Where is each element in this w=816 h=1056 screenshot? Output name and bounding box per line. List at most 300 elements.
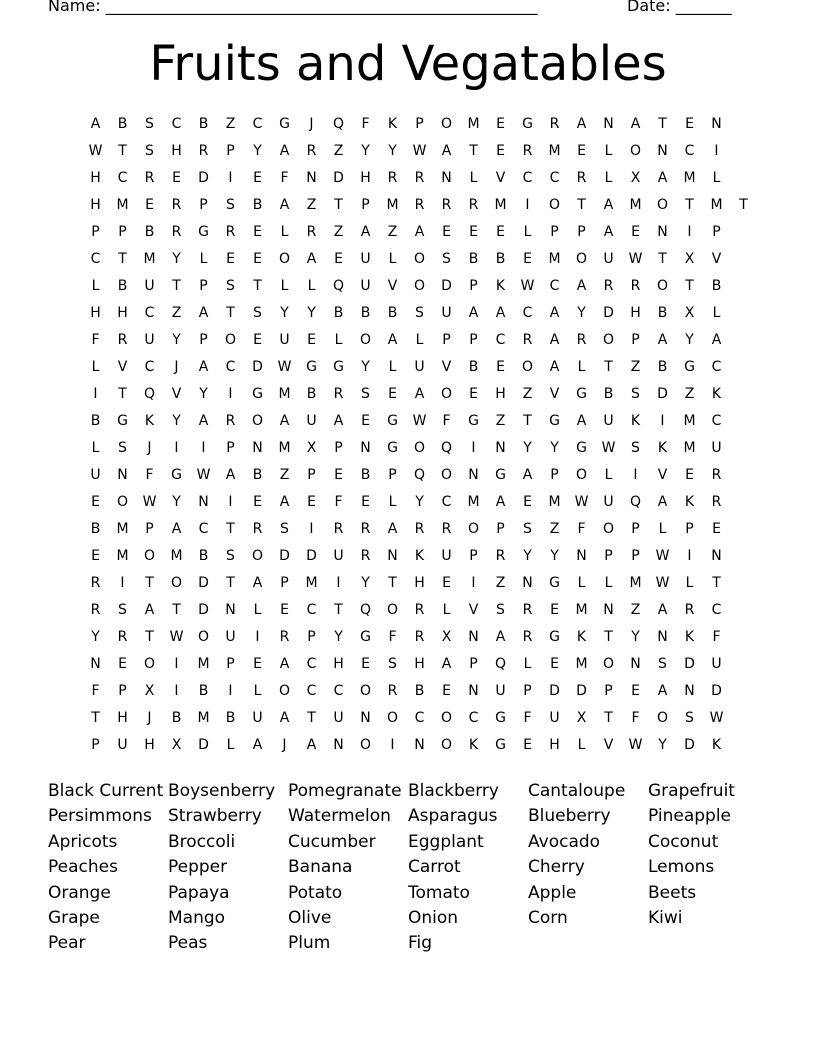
grid-cell[interactable]: B xyxy=(468,251,479,267)
grid-cell[interactable]: Y xyxy=(172,332,181,348)
grid-cell[interactable]: U xyxy=(414,359,425,375)
grid-cell[interactable]: S xyxy=(226,548,235,564)
grid-cell[interactable]: E xyxy=(253,332,262,348)
grid-cell[interactable]: I xyxy=(687,548,692,564)
grid-cell[interactable]: E xyxy=(361,656,370,672)
grid-cell[interactable]: P xyxy=(91,737,100,753)
grid-cell[interactable]: O xyxy=(116,494,129,510)
grid-cell[interactable]: E xyxy=(361,494,370,510)
grid-cell[interactable]: V xyxy=(711,251,722,267)
grid-cell[interactable]: E xyxy=(685,116,694,132)
grid-cell[interactable]: Y xyxy=(415,494,424,510)
grid-cell[interactable]: W xyxy=(169,629,184,645)
grid-cell[interactable]: B xyxy=(333,305,344,321)
grid-cell[interactable]: U xyxy=(711,656,722,672)
grid-cell[interactable]: Q xyxy=(359,602,372,618)
grid-cell[interactable]: Y xyxy=(91,629,100,645)
grid-cell[interactable]: A xyxy=(306,737,317,753)
grid-cell[interactable]: Y xyxy=(172,413,181,429)
grid-cell[interactable]: T xyxy=(145,629,154,645)
grid-cell[interactable]: C xyxy=(522,305,533,321)
grid-cell[interactable]: R xyxy=(387,683,398,699)
grid-cell[interactable]: A xyxy=(441,656,452,672)
grid-cell[interactable]: P xyxy=(307,629,316,645)
grid-cell[interactable]: O xyxy=(143,656,156,672)
grid-cell[interactable]: W xyxy=(709,710,724,726)
grid-cell[interactable]: Q xyxy=(332,278,345,294)
grid-cell[interactable]: E xyxy=(307,494,316,510)
grid-cell[interactable]: P xyxy=(523,683,532,699)
grid-cell[interactable]: P xyxy=(469,656,478,672)
grid-cell[interactable]: R xyxy=(360,521,371,537)
grid-cell[interactable]: P xyxy=(118,683,127,699)
grid-cell[interactable]: N xyxy=(576,548,587,564)
grid-cell[interactable]: H xyxy=(117,305,128,321)
grid-cell[interactable]: B xyxy=(711,278,722,294)
grid-cell[interactable]: R xyxy=(414,170,425,186)
grid-cell[interactable]: E xyxy=(91,494,100,510)
grid-cell[interactable]: T xyxy=(712,575,721,591)
grid-cell[interactable]: I xyxy=(174,656,179,672)
grid-cell[interactable]: U xyxy=(441,548,452,564)
grid-cell[interactable]: X xyxy=(144,683,155,699)
grid-cell[interactable]: O xyxy=(386,710,399,726)
grid-cell[interactable]: E xyxy=(631,683,640,699)
grid-cell[interactable]: P xyxy=(145,521,154,537)
grid-cell[interactable]: P xyxy=(442,332,451,348)
grid-cell[interactable]: T xyxy=(226,575,235,591)
grid-cell[interactable]: L xyxy=(469,170,478,186)
grid-cell[interactable]: P xyxy=(496,521,505,537)
grid-cell[interactable]: P xyxy=(469,548,478,564)
grid-cell[interactable]: N xyxy=(468,467,479,483)
grid-cell[interactable]: E xyxy=(550,602,559,618)
grid-cell[interactable]: U xyxy=(306,413,317,429)
grid-cell[interactable]: L xyxy=(415,332,424,348)
grid-cell[interactable]: A xyxy=(144,602,155,618)
grid-cell[interactable]: P xyxy=(415,116,424,132)
grid-cell[interactable]: D xyxy=(252,359,263,375)
grid-cell[interactable]: C xyxy=(522,170,533,186)
grid-cell[interactable]: X xyxy=(306,440,317,456)
grid-cell[interactable]: T xyxy=(226,521,235,537)
grid-cell[interactable]: O xyxy=(170,575,183,591)
grid-cell[interactable]: R xyxy=(306,143,317,159)
grid-cell[interactable]: T xyxy=(685,278,694,294)
grid-cell[interactable]: E xyxy=(577,143,586,159)
grid-cell[interactable]: G xyxy=(117,413,128,429)
grid-cell[interactable]: T xyxy=(118,386,127,402)
grid-cell[interactable]: E xyxy=(442,683,451,699)
grid-cell[interactable]: Z xyxy=(630,359,641,375)
grid-cell[interactable]: U xyxy=(144,332,155,348)
grid-cell[interactable]: Y xyxy=(361,575,370,591)
grid-cell[interactable]: M xyxy=(116,197,129,213)
grid-cell[interactable]: I xyxy=(93,386,98,402)
grid-cell[interactable]: E xyxy=(253,251,262,267)
grid-cell[interactable]: E xyxy=(307,332,316,348)
grid-cell[interactable]: H xyxy=(171,143,182,159)
grid-cell[interactable]: P xyxy=(118,224,127,240)
grid-cell[interactable]: Y xyxy=(253,143,262,159)
grid-cell[interactable]: D xyxy=(198,170,209,186)
grid-cell[interactable]: T xyxy=(253,278,262,294)
grid-cell[interactable]: I xyxy=(471,440,476,456)
grid-cell[interactable]: L xyxy=(577,575,586,591)
grid-cell[interactable]: N xyxy=(657,143,668,159)
grid-cell[interactable]: C xyxy=(117,170,128,186)
grid-cell[interactable]: P xyxy=(226,656,235,672)
grid-cell[interactable]: O xyxy=(413,278,426,294)
grid-cell[interactable]: P xyxy=(685,521,694,537)
grid-cell[interactable]: E xyxy=(253,656,262,672)
grid-cell[interactable]: M xyxy=(683,440,696,456)
grid-cell[interactable]: M xyxy=(197,710,210,726)
grid-cell[interactable]: A xyxy=(603,197,614,213)
grid-cell[interactable]: L xyxy=(604,467,613,483)
grid-cell[interactable]: U xyxy=(117,737,128,753)
grid-cell[interactable]: P xyxy=(631,548,640,564)
grid-cell[interactable]: W xyxy=(628,737,643,753)
grid-cell[interactable]: W xyxy=(628,251,643,267)
grid-cell[interactable]: I xyxy=(174,440,179,456)
grid-cell[interactable]: R xyxy=(441,521,452,537)
grid-cell[interactable]: F xyxy=(91,332,100,348)
grid-cell[interactable]: R xyxy=(576,170,587,186)
grid-cell[interactable]: B xyxy=(225,710,236,726)
grid-cell[interactable]: R xyxy=(414,521,425,537)
grid-cell[interactable]: R xyxy=(279,629,290,645)
grid-cell[interactable]: M xyxy=(494,197,507,213)
grid-cell[interactable]: G xyxy=(549,413,560,429)
grid-cell[interactable]: A xyxy=(387,332,398,348)
grid-cell[interactable]: B xyxy=(90,413,101,429)
grid-cell[interactable]: Y xyxy=(172,494,181,510)
grid-cell[interactable]: U xyxy=(252,710,263,726)
grid-cell[interactable]: P xyxy=(199,278,208,294)
grid-cell[interactable]: L xyxy=(604,143,613,159)
grid-cell[interactable]: U xyxy=(603,494,614,510)
grid-cell[interactable]: A xyxy=(441,143,452,159)
grid-cell[interactable]: O xyxy=(575,251,588,267)
grid-cell[interactable]: T xyxy=(91,710,100,726)
grid-cell[interactable]: W xyxy=(196,467,211,483)
grid-cell[interactable]: E xyxy=(172,170,181,186)
grid-cell[interactable]: D xyxy=(198,575,209,591)
grid-cell[interactable]: U xyxy=(360,278,371,294)
grid-cell[interactable]: C xyxy=(90,251,101,267)
grid-cell[interactable]: S xyxy=(253,305,262,321)
grid-cell[interactable]: V xyxy=(549,386,560,402)
grid-cell[interactable]: A xyxy=(279,413,290,429)
grid-cell[interactable]: R xyxy=(441,197,452,213)
grid-cell[interactable]: M xyxy=(197,656,210,672)
grid-cell[interactable]: L xyxy=(253,602,262,618)
grid-cell[interactable]: M xyxy=(467,116,480,132)
grid-cell[interactable]: W xyxy=(142,494,157,510)
grid-cell[interactable]: P xyxy=(226,440,235,456)
grid-cell[interactable]: N xyxy=(387,548,398,564)
grid-cell[interactable]: A xyxy=(657,332,668,348)
grid-cell[interactable]: K xyxy=(711,737,722,753)
grid-cell[interactable]: N xyxy=(468,629,479,645)
grid-cell[interactable]: Y xyxy=(685,332,694,348)
grid-cell[interactable]: B xyxy=(387,305,398,321)
grid-cell[interactable]: E xyxy=(118,656,127,672)
grid-cell[interactable]: L xyxy=(334,332,343,348)
grid-cell[interactable]: E xyxy=(253,224,262,240)
grid-cell[interactable]: V xyxy=(468,602,479,618)
grid-cell[interactable]: R xyxy=(522,629,533,645)
grid-cell[interactable]: S xyxy=(442,251,451,267)
grid-cell[interactable]: G xyxy=(279,116,290,132)
grid-cell[interactable]: T xyxy=(145,575,154,591)
grid-cell[interactable]: D xyxy=(279,548,290,564)
grid-cell[interactable]: J xyxy=(282,737,287,753)
grid-cell[interactable]: L xyxy=(253,683,262,699)
grid-cell[interactable]: G xyxy=(495,710,506,726)
grid-cell[interactable]: O xyxy=(413,251,426,267)
grid-cell[interactable]: T xyxy=(685,197,694,213)
grid-cell[interactable]: O xyxy=(602,332,615,348)
grid-cell[interactable]: L xyxy=(388,359,397,375)
grid-cell[interactable]: B xyxy=(117,116,128,132)
grid-cell[interactable]: D xyxy=(684,656,695,672)
grid-cell[interactable]: L xyxy=(307,278,316,294)
grid-cell[interactable]: U xyxy=(144,278,155,294)
grid-cell[interactable]: E xyxy=(469,224,478,240)
grid-cell[interactable]: S xyxy=(226,197,235,213)
grid-cell[interactable]: K xyxy=(684,494,695,510)
grid-cell[interactable]: M xyxy=(629,197,642,213)
grid-cell[interactable]: O xyxy=(359,737,372,753)
grid-cell[interactable]: P xyxy=(631,521,640,537)
grid-cell[interactable]: Z xyxy=(225,116,236,132)
grid-cell[interactable]: R xyxy=(306,224,317,240)
grid-cell[interactable]: T xyxy=(118,251,127,267)
grid-cell[interactable]: F xyxy=(442,413,451,429)
grid-cell[interactable]: O xyxy=(440,386,453,402)
grid-cell[interactable]: N xyxy=(90,656,101,672)
grid-cell[interactable]: I xyxy=(309,521,314,537)
grid-cell[interactable]: F xyxy=(523,710,532,726)
grid-cell[interactable]: A xyxy=(360,224,371,240)
grid-cell[interactable]: S xyxy=(280,521,289,537)
grid-cell[interactable]: B xyxy=(495,251,506,267)
grid-cell[interactable]: N xyxy=(630,656,641,672)
grid-cell[interactable]: R xyxy=(225,413,236,429)
grid-cell[interactable]: N xyxy=(198,494,209,510)
grid-cell[interactable]: I xyxy=(201,440,206,456)
grid-cell[interactable]: R xyxy=(225,224,236,240)
grid-cell[interactable]: V xyxy=(387,278,398,294)
grid-cell[interactable]: H xyxy=(90,170,101,186)
grid-cell[interactable]: I xyxy=(714,143,719,159)
grid-cell[interactable]: I xyxy=(255,629,260,645)
grid-cell[interactable]: U xyxy=(333,548,344,564)
grid-cell[interactable]: R xyxy=(90,602,101,618)
grid-cell[interactable]: G xyxy=(576,440,587,456)
grid-cell[interactable]: L xyxy=(577,359,586,375)
grid-cell[interactable]: V xyxy=(603,737,614,753)
grid-cell[interactable]: V xyxy=(657,467,668,483)
grid-cell[interactable]: A xyxy=(495,494,506,510)
grid-cell[interactable]: L xyxy=(280,278,289,294)
grid-cell[interactable]: Y xyxy=(658,737,667,753)
grid-cell[interactable]: A xyxy=(414,386,425,402)
grid-cell[interactable]: E xyxy=(496,143,505,159)
grid-cell[interactable]: A xyxy=(711,332,722,348)
grid-cell[interactable]: O xyxy=(440,467,453,483)
grid-cell[interactable]: I xyxy=(336,575,341,591)
grid-cell[interactable]: W xyxy=(88,143,103,159)
grid-cell[interactable]: I xyxy=(228,494,233,510)
grid-cell[interactable]: R xyxy=(144,170,155,186)
grid-cell[interactable]: N xyxy=(522,575,533,591)
grid-cell[interactable]: U xyxy=(279,332,290,348)
grid-cell[interactable]: L xyxy=(685,575,694,591)
grid-cell[interactable]: O xyxy=(602,656,615,672)
grid-cell[interactable]: C xyxy=(306,602,317,618)
grid-cell[interactable]: V xyxy=(117,359,128,375)
grid-cell[interactable]: O xyxy=(440,710,453,726)
grid-cell[interactable]: K xyxy=(630,413,641,429)
grid-cell[interactable]: A xyxy=(279,197,290,213)
grid-cell[interactable]: G xyxy=(333,359,344,375)
grid-cell[interactable]: G xyxy=(495,467,506,483)
grid-cell[interactable]: F xyxy=(280,170,289,186)
grid-cell[interactable]: I xyxy=(228,386,233,402)
grid-cell[interactable]: M xyxy=(575,602,588,618)
grid-cell[interactable]: C xyxy=(495,332,506,348)
grid-cell[interactable]: F xyxy=(361,116,370,132)
grid-cell[interactable]: A xyxy=(279,656,290,672)
grid-cell[interactable]: T xyxy=(604,710,613,726)
grid-cell[interactable]: Z xyxy=(387,224,398,240)
grid-cell[interactable]: W xyxy=(412,413,427,429)
grid-cell[interactable]: B xyxy=(603,386,614,402)
grid-cell[interactable]: O xyxy=(143,548,156,564)
grid-cell[interactable]: U xyxy=(441,305,452,321)
grid-cell[interactable]: C xyxy=(144,305,155,321)
grid-cell[interactable]: L xyxy=(388,494,397,510)
grid-cell[interactable]: R xyxy=(333,386,344,402)
grid-cell[interactable]: Z xyxy=(522,386,533,402)
grid-cell[interactable]: Z xyxy=(549,521,560,537)
grid-cell[interactable]: K xyxy=(144,413,155,429)
grid-cell[interactable]: E xyxy=(442,575,451,591)
grid-cell[interactable]: P xyxy=(307,467,316,483)
date-field[interactable]: Date: _______ xyxy=(627,0,732,15)
grid-cell[interactable]: V xyxy=(495,170,506,186)
grid-cell[interactable]: Y xyxy=(577,305,586,321)
grid-cell[interactable]: Y xyxy=(631,629,640,645)
grid-cell[interactable]: R xyxy=(414,197,425,213)
grid-cell[interactable]: R xyxy=(522,602,533,618)
grid-cell[interactable]: G xyxy=(171,467,182,483)
grid-cell[interactable]: R xyxy=(495,548,506,564)
grid-cell[interactable]: R xyxy=(90,575,101,591)
grid-cell[interactable]: H xyxy=(549,737,560,753)
grid-cell[interactable]: E xyxy=(523,737,532,753)
grid-cell[interactable]: B xyxy=(90,521,101,537)
grid-cell[interactable]: N xyxy=(117,467,128,483)
grid-cell[interactable]: C xyxy=(711,413,722,429)
grid-cell[interactable]: Z xyxy=(495,575,506,591)
grid-cell[interactable]: Q xyxy=(440,440,453,456)
grid-cell[interactable]: R xyxy=(387,170,398,186)
grid-cell[interactable]: M xyxy=(116,521,129,537)
grid-cell[interactable]: A xyxy=(657,170,668,186)
grid-cell[interactable]: T xyxy=(469,143,478,159)
grid-cell[interactable]: A xyxy=(549,332,560,348)
grid-cell[interactable]: S xyxy=(145,143,154,159)
grid-cell[interactable]: A xyxy=(576,278,587,294)
grid-cell[interactable]: F xyxy=(334,494,343,510)
grid-cell[interactable]: M xyxy=(278,386,291,402)
grid-cell[interactable]: N xyxy=(468,683,479,699)
grid-cell[interactable]: D xyxy=(333,170,344,186)
grid-cell[interactable]: E xyxy=(469,386,478,402)
grid-cell[interactable]: O xyxy=(575,467,588,483)
grid-cell[interactable]: N xyxy=(360,710,371,726)
grid-cell[interactable]: U xyxy=(225,629,236,645)
grid-cell[interactable]: B xyxy=(117,278,128,294)
grid-cell[interactable]: P xyxy=(226,143,235,159)
grid-cell[interactable]: P xyxy=(91,224,100,240)
grid-cell[interactable]: M xyxy=(170,548,183,564)
grid-cell[interactable]: D xyxy=(684,737,695,753)
grid-cell[interactable]: O xyxy=(251,548,264,564)
grid-cell[interactable]: D xyxy=(711,683,722,699)
grid-cell[interactable]: X xyxy=(684,305,695,321)
grid-cell[interactable]: U xyxy=(549,710,560,726)
grid-cell[interactable]: E xyxy=(496,224,505,240)
grid-cell[interactable]: I xyxy=(525,197,530,213)
grid-cell[interactable]: A xyxy=(657,602,668,618)
grid-cell[interactable]: B xyxy=(252,467,263,483)
grid-cell[interactable]: P xyxy=(199,197,208,213)
grid-cell[interactable]: T xyxy=(604,629,613,645)
grid-cell[interactable]: S xyxy=(415,305,424,321)
grid-cell[interactable]: H xyxy=(414,656,425,672)
grid-cell[interactable]: W xyxy=(601,440,616,456)
grid-cell[interactable]: M xyxy=(278,440,291,456)
grid-cell[interactable]: N xyxy=(225,602,236,618)
grid-cell[interactable]: V xyxy=(441,359,452,375)
grid-cell[interactable]: R xyxy=(711,494,722,510)
grid-cell[interactable]: Q xyxy=(332,116,345,132)
grid-cell[interactable]: E xyxy=(388,386,397,402)
grid-cell[interactable]: L xyxy=(226,737,235,753)
grid-cell[interactable]: O xyxy=(629,143,642,159)
grid-cell[interactable]: A xyxy=(279,143,290,159)
grid-cell[interactable]: S xyxy=(118,602,127,618)
grid-cell[interactable]: S xyxy=(361,386,370,402)
grid-cell[interactable]: X xyxy=(684,251,695,267)
grid-cell[interactable]: N xyxy=(360,440,371,456)
grid-cell[interactable]: A xyxy=(495,305,506,321)
grid-cell[interactable]: N xyxy=(333,737,344,753)
grid-cell[interactable]: B xyxy=(144,224,155,240)
grid-cell[interactable]: L xyxy=(280,224,289,240)
grid-cell[interactable]: E xyxy=(253,494,262,510)
grid-cell[interactable]: P xyxy=(604,683,613,699)
grid-cell[interactable]: A xyxy=(225,467,236,483)
grid-cell[interactable]: C xyxy=(549,278,560,294)
grid-cell[interactable]: F xyxy=(388,629,397,645)
grid-cell[interactable]: K xyxy=(711,386,722,402)
